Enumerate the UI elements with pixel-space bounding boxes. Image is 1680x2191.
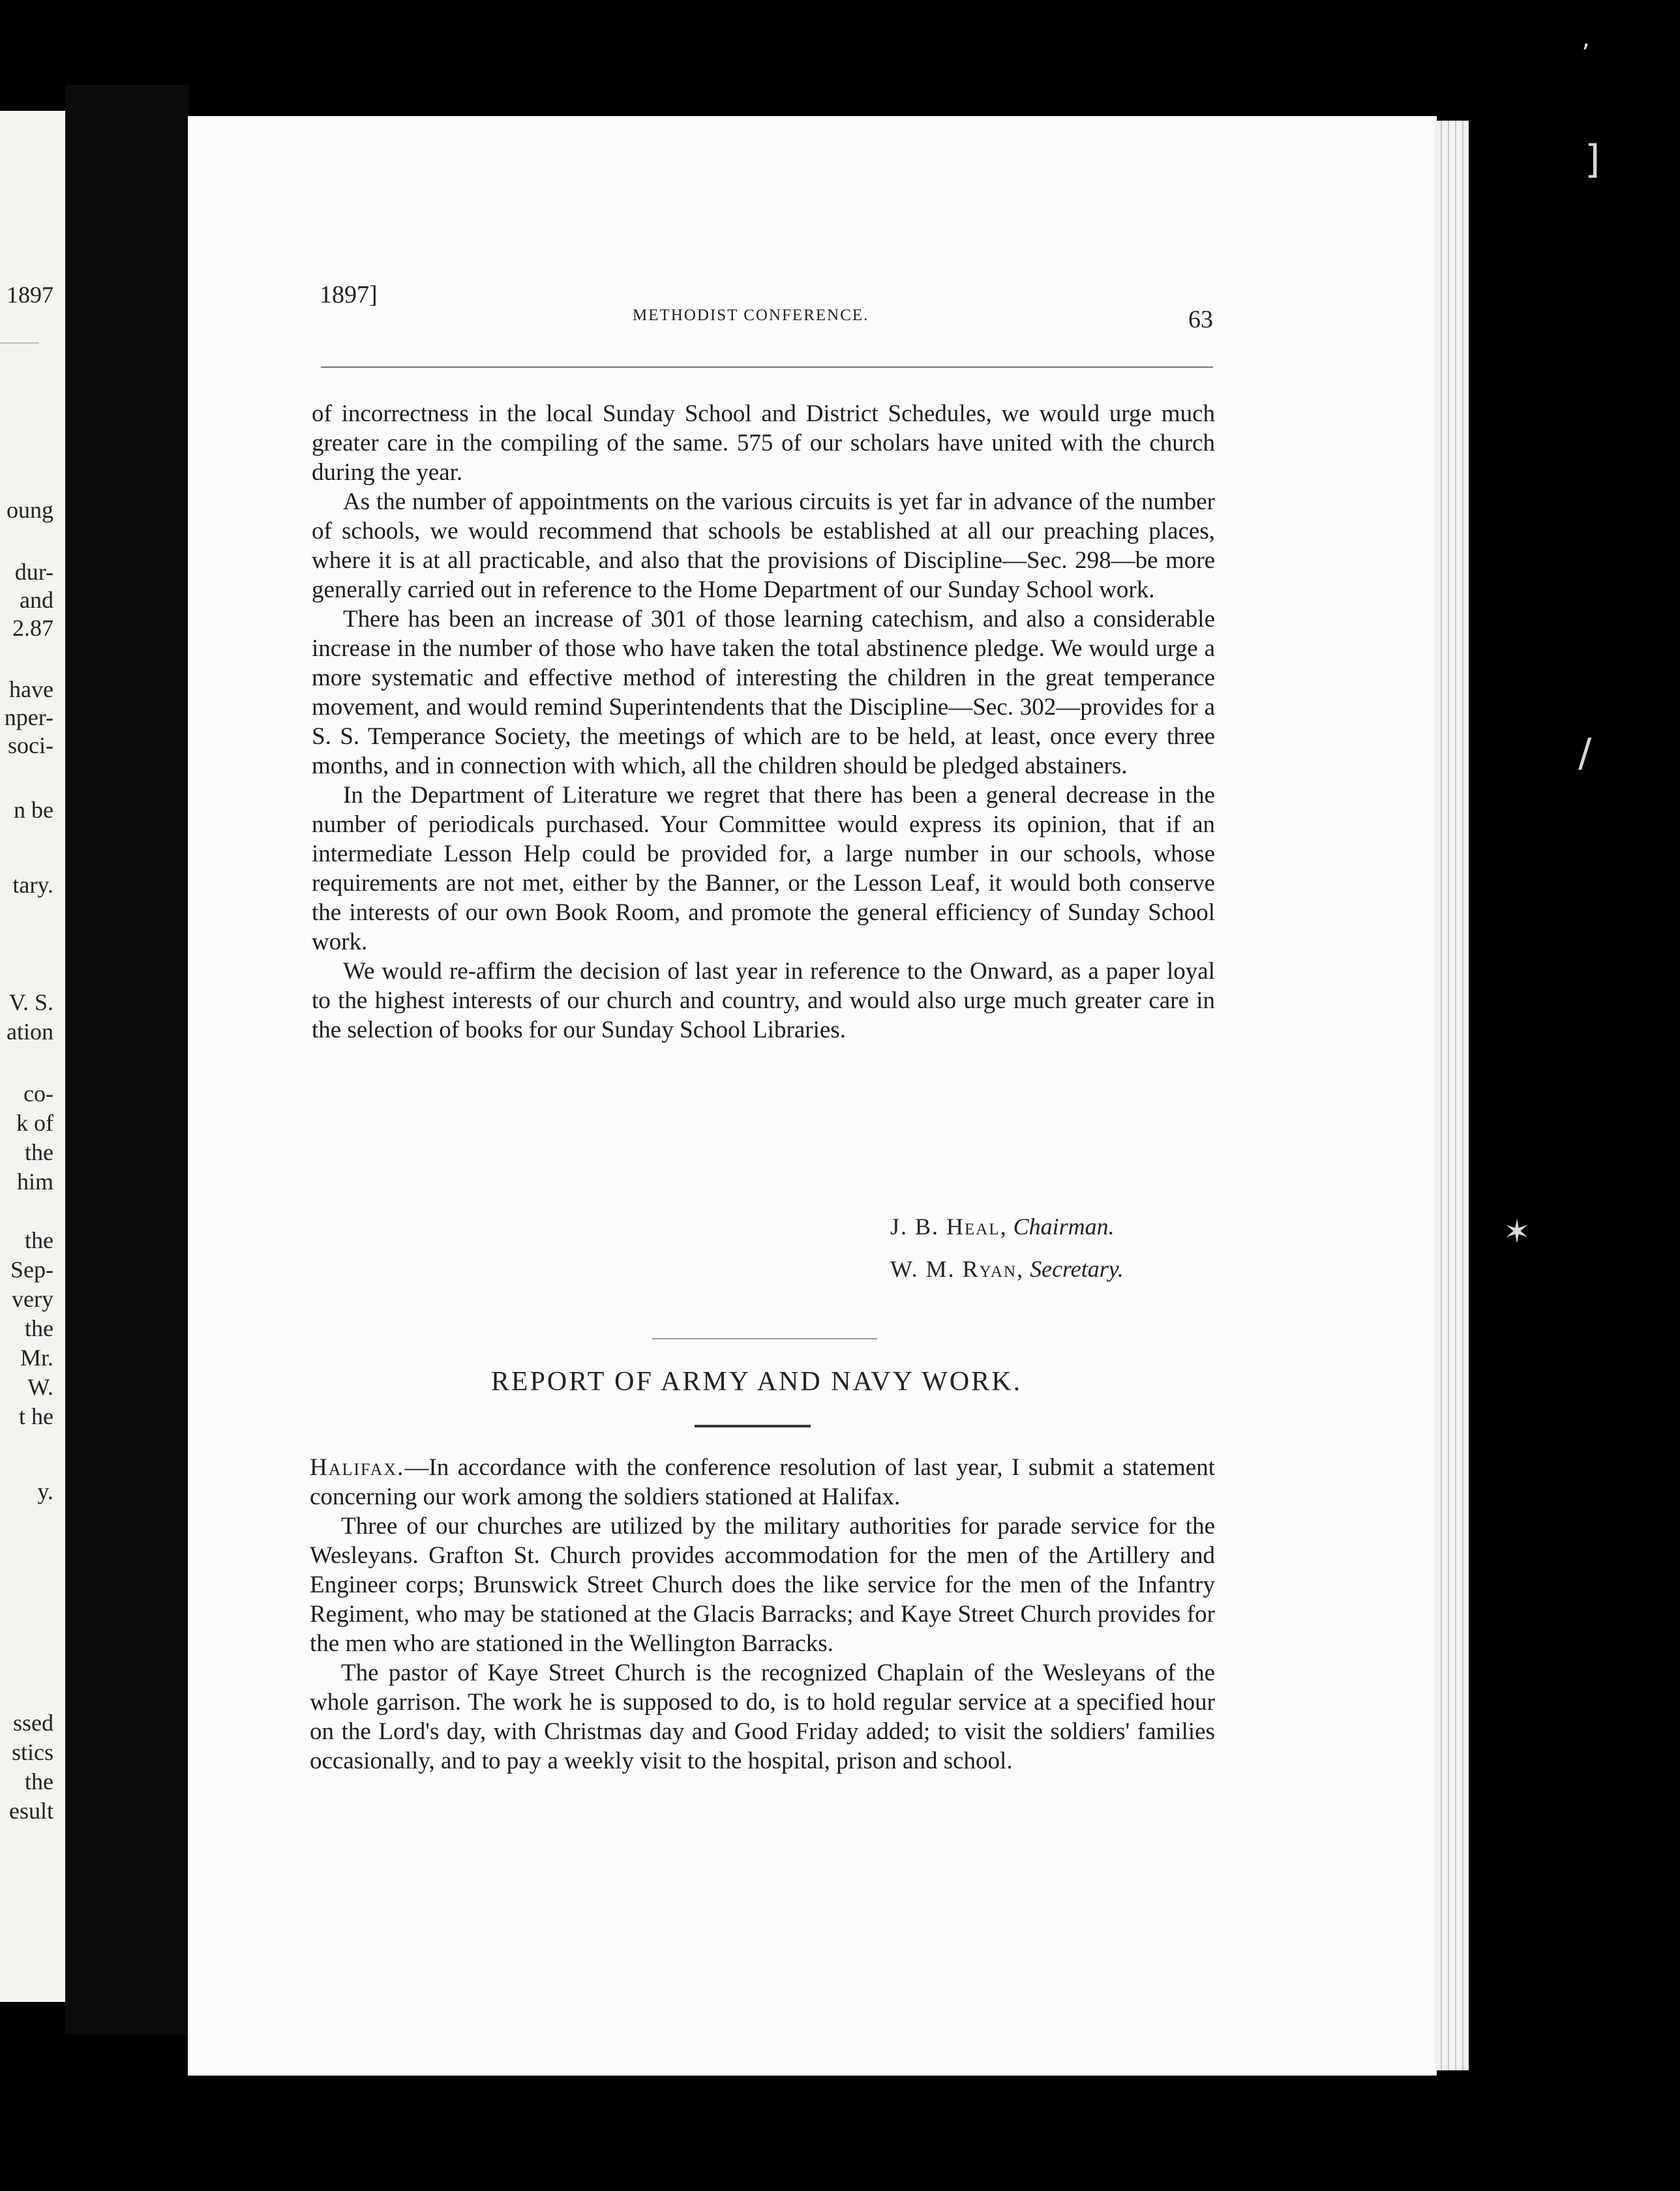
left-page-text-fragment: have [9, 676, 53, 702]
left-page-text-fragment: V. S. [8, 989, 53, 1015]
left-page-text-fragment: 1897 [7, 282, 53, 308]
left-page-text-fragment: co- [23, 1081, 53, 1107]
left-page-text-fragment: n be [14, 797, 53, 823]
paragraph: We would re-affirm the decision of last year in reference to the Onward, as a paper loyal to the highest interests of our church and country, and would also urge much greater care in the selection of books for our Sunday School Libraries. [312, 958, 1215, 1043]
header-rule [321, 366, 1213, 368]
army-navy-report-body [310, 1453, 1215, 1776]
left-page-text-fragment: Sep- [10, 1257, 53, 1283]
scan-artifact-mark: ʼ [1582, 39, 1590, 69]
paragraph: In the Department of Literature we regret that there has been a general decrease in the number of periodicals purchased. Your Committee would express its opinion, that if an intermediate Lesson Help could be provided for, a large number in our schools, whose requirements are not met, either by the Banner, or the Lesson Leaf, it would both conserve the interests of our own Book Room, and promote the general efficiency of Sunday School work. [312, 782, 1215, 955]
left-page-text-fragment: the [25, 1315, 53, 1341]
scan-artifact-mark: ] [1585, 137, 1600, 183]
left-page-text-fragment: Mr. [20, 1345, 53, 1371]
place-lead: Halifax. [310, 1454, 405, 1481]
left-page-text-fragment: oung [7, 497, 53, 523]
book-gutter [65, 85, 189, 2034]
signature-role: Secretary. [1030, 1256, 1124, 1282]
paragraph: of incorrectness in the local Sunday School and District Schedules, we would urge much greater care in the compiling of the same. 575 of our scholars have united with the church during the year. [312, 400, 1215, 486]
left-page-text-fragment: and [20, 587, 53, 613]
page-edges [1435, 121, 1469, 2070]
left-page-rule [0, 342, 39, 344]
page-number: 63 [1188, 306, 1213, 333]
section-divider [652, 1338, 877, 1339]
left-page-text-fragment: the [25, 1768, 53, 1795]
left-page-text-fragment: very [12, 1286, 53, 1312]
left-page-text-fragment: y. [37, 1478, 53, 1504]
left-page-text-fragment: ssed [13, 1710, 53, 1736]
running-head-year: 1897] [320, 281, 378, 308]
scan-artifact-mark: ✶ [1503, 1213, 1531, 1251]
left-page-text-fragment: the [25, 1139, 53, 1165]
left-page-text-fragment: tary. [12, 872, 53, 898]
paragraph: There has been an increase of 301 of those learning catechism, and also a considerable increase in the number of those who have taken the total abstinence pledge. We would urge a more systematic and effective method of interesting the children in the great temperance movement, and would remind Superintendents that the Discipline—Sec. 302—provides for a S. S. Temperance Society, the meetings of which are to be held, at least, once every three months, and in connection with which, all the children should be pledged abstainers. [312, 606, 1215, 779]
left-page-text-fragment: nper- [4, 704, 53, 730]
signature-secretary [890, 1255, 1124, 1283]
paragraph: The pastor of Kaye Street Church is the recognized Chaplain of the Wesleyans of the whole garrison. The work he is supposed to do, is to hold regular service at a specified hour on the Lord's day, with Christmas day and Good Friday added; to visit the soldiers' families occasionally, and to pay a weekly visit to the hospital, prison and school. [310, 1660, 1215, 1774]
committee-report-body [312, 399, 1215, 1045]
signature-chairman [890, 1213, 1115, 1240]
signature-role: Chairman. [1013, 1214, 1115, 1240]
paragraph: As the number of appointments on the various circuits is yet far in advance of the number of schools, we would recommend that schools be established at all our preaching places, where it is at all practicable, and also that the provisions of Discipline—Sec. 298—be more generally carried out in reference to the Home Department of our Sunday School work. [312, 488, 1215, 603]
scan-artifact-mark: / [1578, 730, 1592, 776]
left-page-text-fragment: 2.87 [12, 615, 53, 641]
left-page-text-fragment: the [25, 1227, 53, 1253]
left-page-text-fragment: t he [19, 1403, 53, 1429]
left-page-text-fragment: W. [27, 1374, 53, 1400]
paragraph [310, 1453, 1215, 1512]
left-page-text-fragment: k of [16, 1110, 53, 1136]
left-page-text-fragment: dur- [14, 559, 53, 585]
running-head-title: METHODIST CONFERENCE. [633, 306, 869, 324]
left-page-text-fragment: him [16, 1169, 53, 1195]
paragraph: Three of our churches are utilized by the military authorities for parade service for the Wesleyans. Grafton St. Church provides accommodation for the men of the Artillery and Engineer corps; Brunswick Street Church does the like service for the men of the Infantry Regiment, who may be stationed at the Glacis Barracks; and Kaye Street Church provides for the men who are stationed in the Wellington Barracks. [310, 1513, 1215, 1657]
left-page-text-fragment: soci- [8, 732, 53, 758]
left-page-fragment [0, 111, 65, 2002]
signature-name: J. B. Heal, [890, 1214, 1008, 1240]
paragraph-text: —In accordance with the conference resolution of last year, I submit a statement concerning our work among the soldiers stationed at Halifax. [310, 1454, 1215, 1510]
left-page-text-fragment: stics [11, 1739, 53, 1765]
signature-name: W. M. Ryan, [890, 1256, 1025, 1282]
left-page-text-fragment: esult [9, 1798, 53, 1824]
left-page-text-fragment: ation [7, 1019, 53, 1045]
section-heading: REPORT OF ARMY AND NAVY WORK. [490, 1367, 1023, 1397]
heading-underline [695, 1425, 811, 1427]
